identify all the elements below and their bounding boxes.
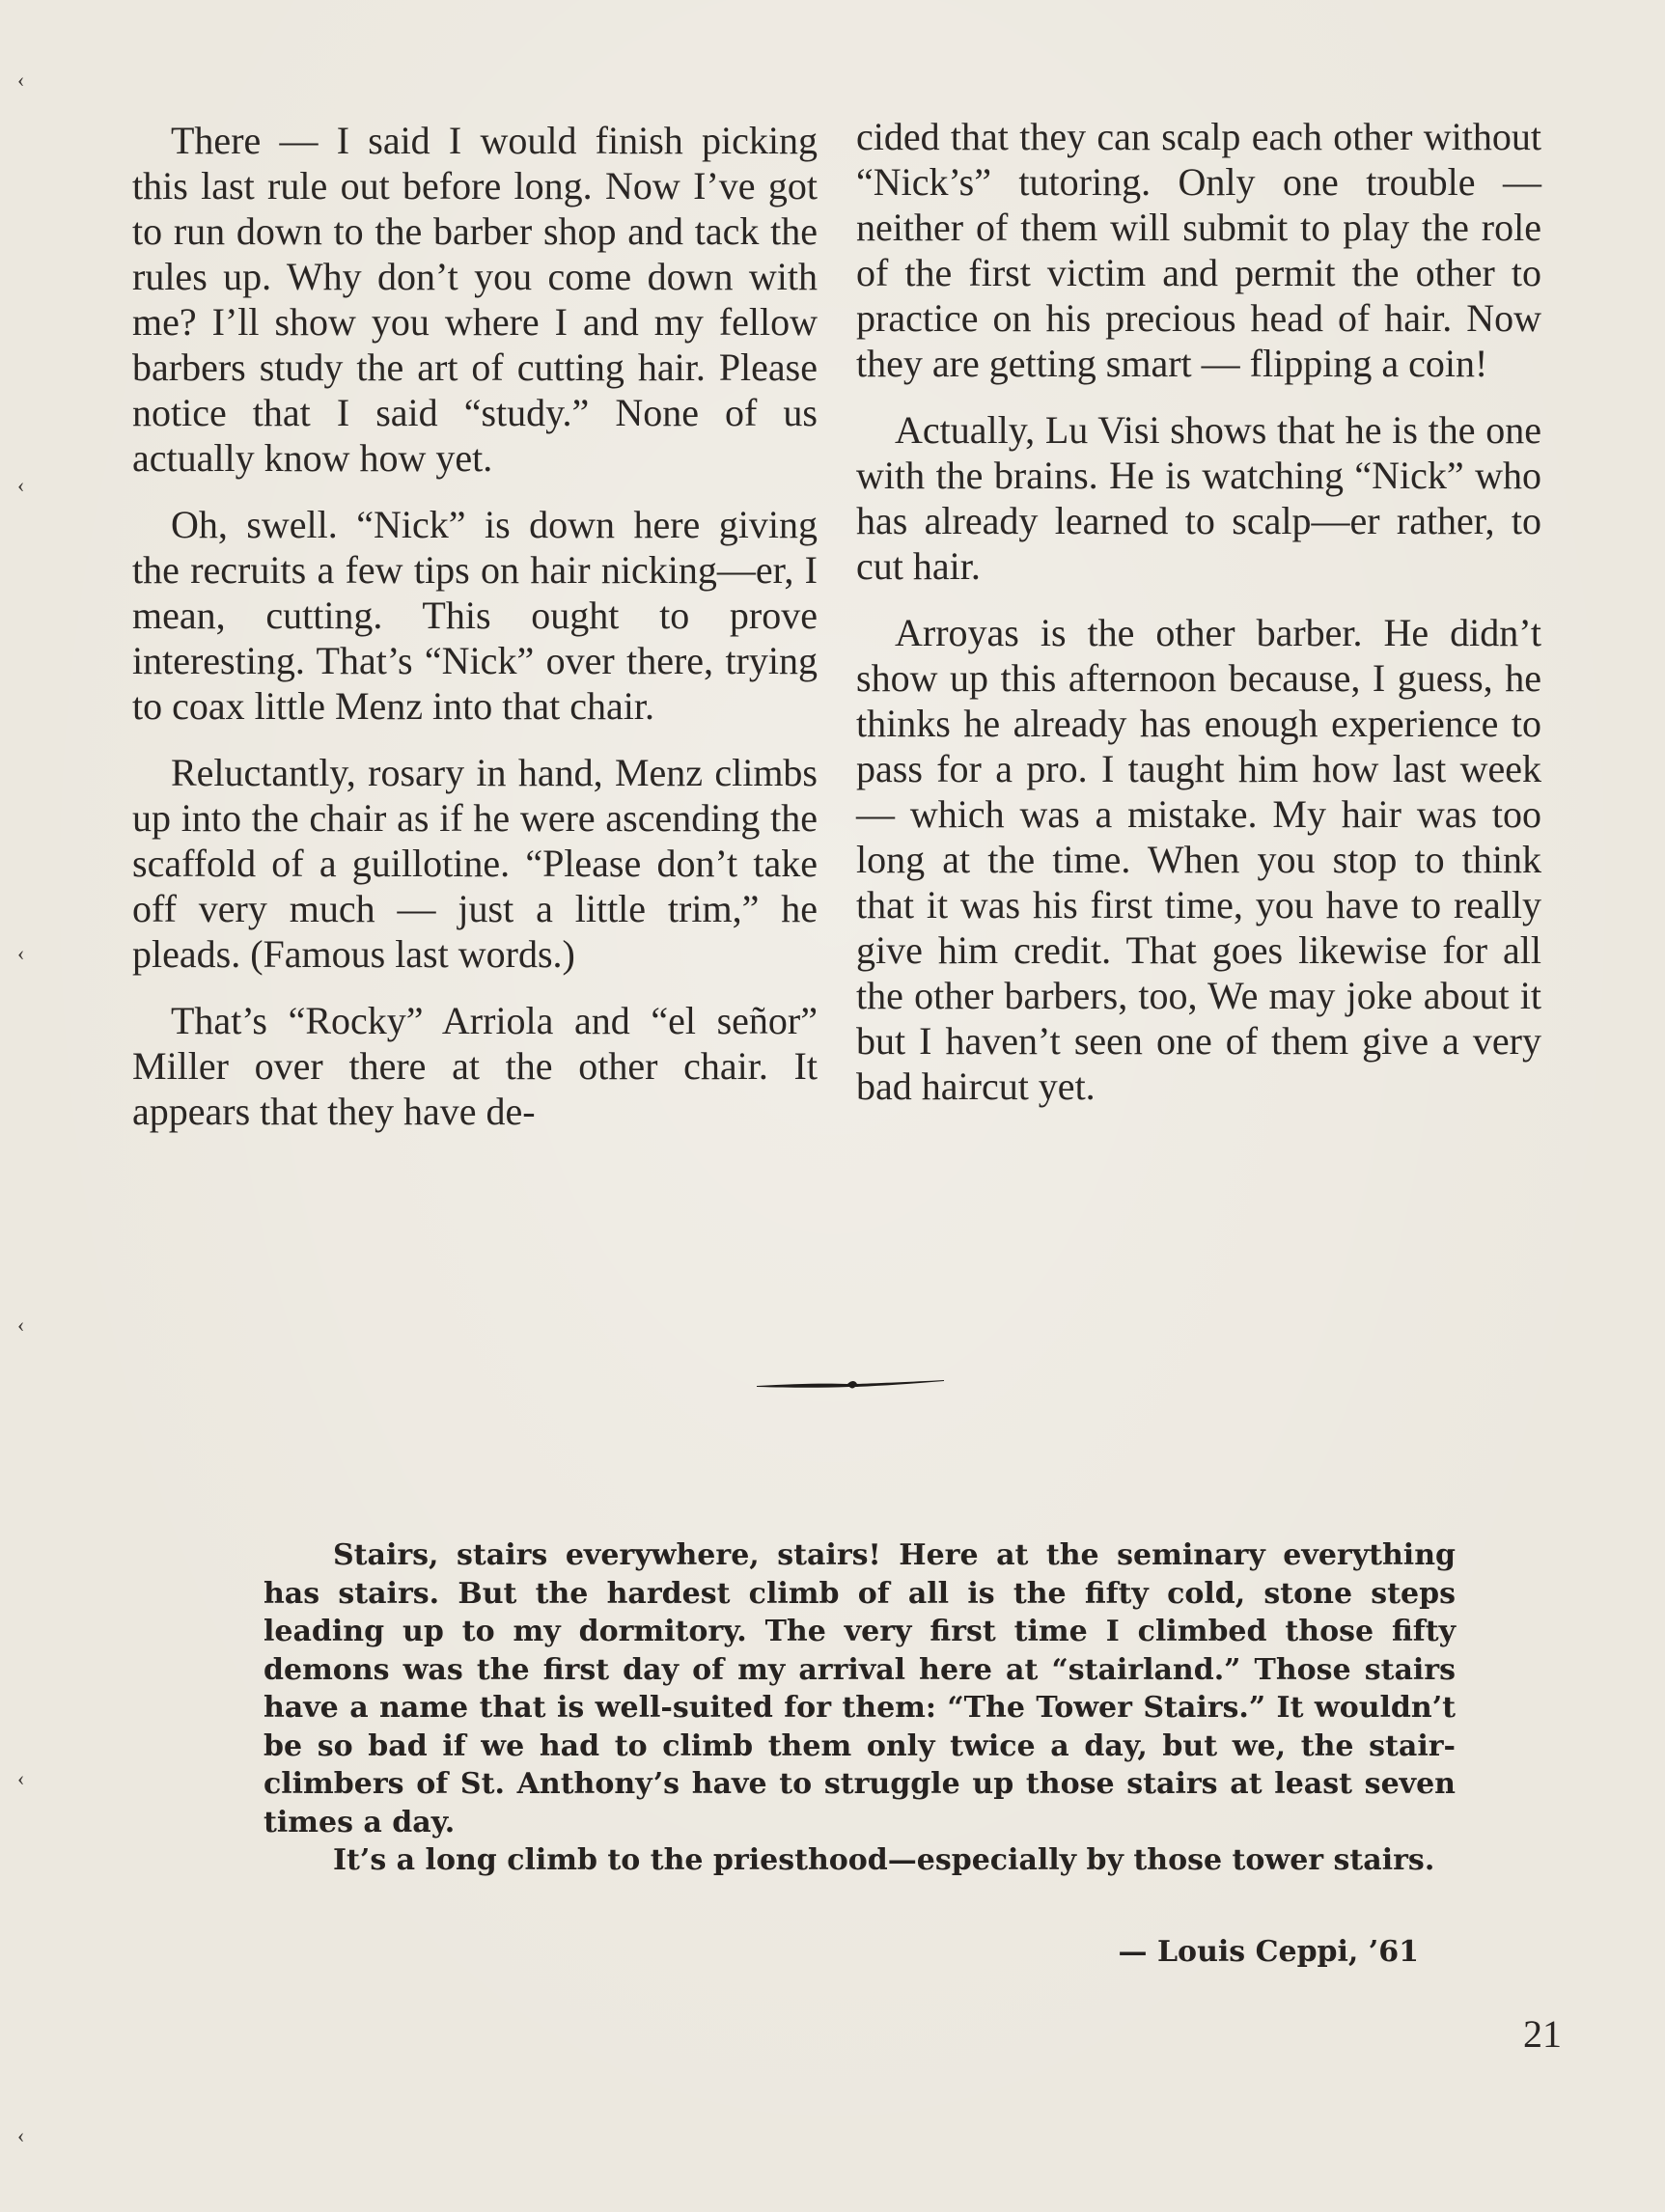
article-right-column [856, 114, 1541, 1130]
article-paragraph: Reluctantly, rosary in hand, Menz climbs up into the chair as if he were ascending the scaffold of a guillotine. “Please don’t take off very much — just a little trim,” he pleads. (Famous last words.) [132, 751, 818, 976]
binding-hole-mark: ‹ [17, 2123, 25, 2147]
article-paragraph: Oh, swell. “Nick” is down here giving the recruits a few tips on hair nicking—er, I mean, cutting. This ought to prove interesting. That’s “Nick” over there, trying to coax little Menz into that chair. [132, 503, 818, 728]
article-paragraph: That’s “Rocky” Arriola and “el señor” Miller over there at the other chair. It appears that they have de- [132, 999, 818, 1133]
author-signature: — Louis Ceppi, ’61 [1118, 1935, 1419, 1969]
feature-paragraph: It’s a long climb to the priesthood—especially by those tower stairs. [333, 1843, 1435, 1877]
binding-hole-mark: ‹ [17, 473, 25, 497]
binding-hole-mark: ‹ [17, 68, 25, 92]
feature-paragraph: Stairs, stairs everywhere, stairs! Here at the seminary everything has stairs. But the hardest climb of all is the fifty cold, stone steps leading up to my dormitory. The very first time I climbed those fifty demons was the first day of my arrival here at “stairland.” Those stairs have a name that is well-suited for them: “The Tower Stairs.” It wouldn’t be so bad if we had to climb them only twice a day, but we, the stair-climbers of St. Anthony’s have to struggle up those stairs at least seven times a day. [264, 1538, 1456, 1839]
article-paragraph: There — I said I would finish picking this last rule out before long. Now I’ve got to run down to the barber shop and tack the rules up. Why don’t you come down with me? I’ll show you where I and my fellow barbers study the art of cutting hair. Please notice that I said “study.” None of us actually know how yet. [132, 119, 818, 480]
binding-hole-mark: ‹ [17, 1766, 25, 1790]
section-divider-ornament [755, 1374, 946, 1396]
binding-hole-mark: ‹ [17, 941, 25, 965]
article-paragraph: cided that they can scalp each other without “Nick’s” tutoring. Only one trouble — neither of them will submit to play the role of the first victim and permit the other to practice on his precious head of hair. Now they are getting smart — flipping a coin! [856, 115, 1541, 385]
article-left-column [132, 118, 818, 1155]
article-paragraph: Arroyas is the other barber. He didn’t show up this afternoon because, I guess, he thinks he already has enough experience to pass for a pro. I taught him how last week — which was a mistake. My hair was too long at the time. When you stop to think that it was his first time, you have to really give him credit. That goes likewise for all the other barbers, too, We may joke about it but I haven’t seen one of them give a very bad haircut yet. [856, 611, 1541, 1108]
page-number: 21 [1523, 2012, 1562, 2056]
feature-article [264, 1536, 1456, 1880]
binding-hole-mark: ‹ [17, 1313, 25, 1337]
article-paragraph: Actually, Lu Visi shows that he is the one with the brains. He is watching “Nick” who has already learned to scalp—er rather, to cut hair. [856, 408, 1541, 588]
